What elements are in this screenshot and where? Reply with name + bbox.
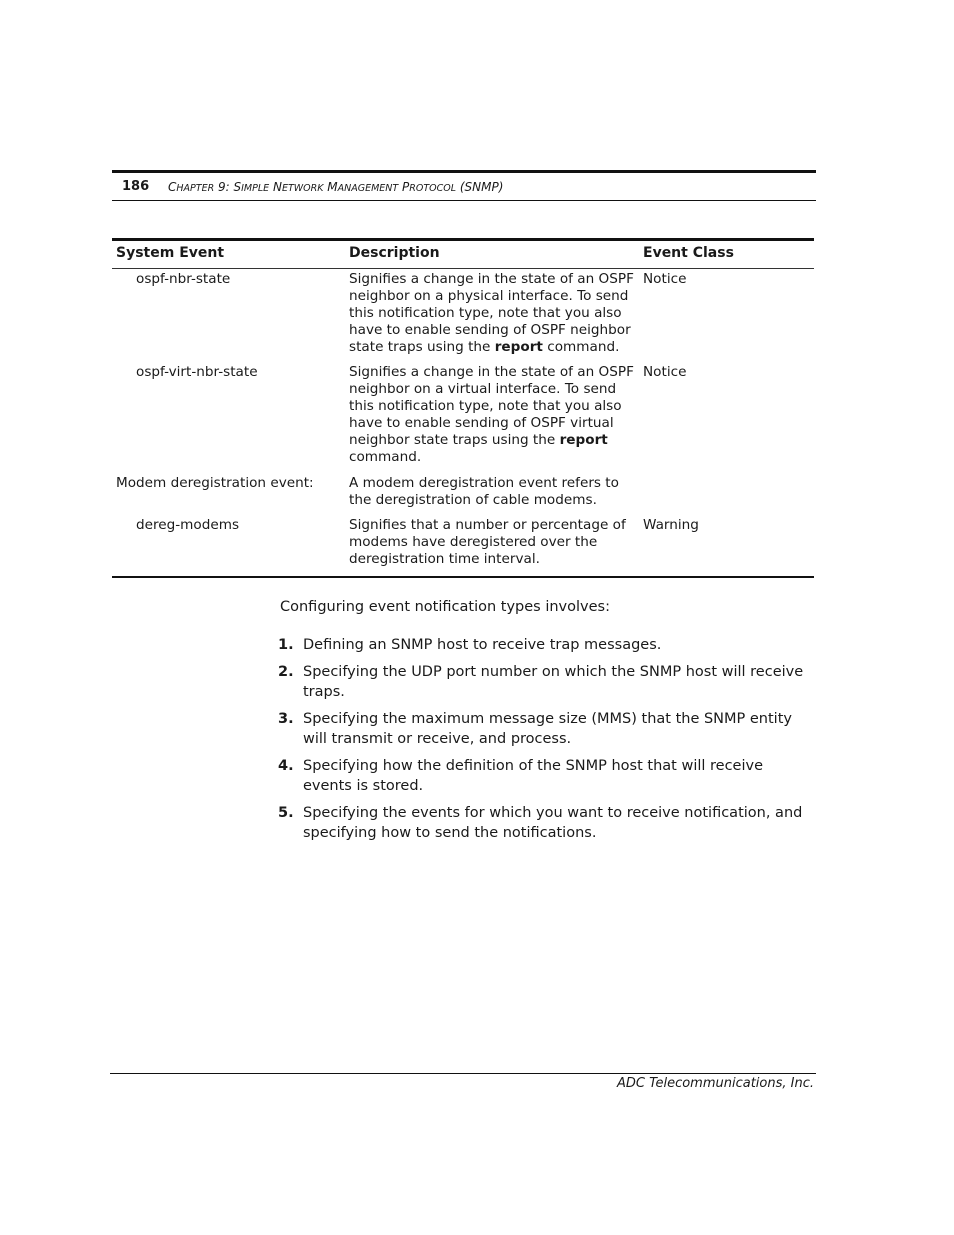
system-event-cell: dereg-modems — [136, 517, 240, 533]
step-number: 1. — [278, 637, 294, 653]
step-text: Specifying the UDP port number on which the SNMP host will receive traps. — [303, 664, 804, 700]
column-header-event-class: Event Class — [643, 245, 734, 261]
running-header — [112, 170, 816, 201]
system-event-cell: Modem deregistration event: — [116, 475, 314, 491]
step-number: 5. — [278, 805, 294, 821]
table-row — [112, 475, 814, 517]
description-cell: A modem deregistration event refers to the deregistration of cable modems. — [349, 475, 619, 508]
step-text: Defining an SNMP host to receive trap messages. — [303, 637, 662, 653]
event-table — [112, 238, 814, 578]
description-cell: Signifies a change in the state of an OSPF neighbor on a virtual interface. To send this notification type, note that you also have to enable sending of OSPF virtual neighbor state traps using the report command. — [349, 364, 634, 465]
event-class-cell: Warning — [643, 517, 699, 533]
footer-divider — [110, 1073, 816, 1074]
system-event-cell: ospf-virt-nbr-state — [136, 364, 258, 380]
description-cell: Signifies that a number or percentage of modems have deregistered over the deregistration time interval. — [349, 517, 626, 567]
event-class-cell: Notice — [643, 364, 687, 380]
table-row — [112, 271, 814, 364]
column-header-description: Description — [349, 245, 440, 261]
column-header-system-event: System Event — [116, 245, 225, 261]
step-text: Specifying how the definition of the SNMP host that will receive events is stored. — [303, 758, 763, 794]
system-event-cell: ospf-nbr-state — [136, 271, 231, 287]
page-number: 186 — [122, 179, 150, 194]
table-row — [112, 517, 814, 576]
step-number: 2. — [278, 664, 294, 680]
footer-company: ADC Telecommunications, Inc. — [617, 1076, 814, 1091]
table-header — [112, 241, 814, 269]
table-row — [112, 364, 814, 475]
step-number: 4. — [278, 758, 294, 774]
description-cell: Signifies a change in the state of an OSPF neighbor on a physical interface. To send this notification type, note that you also have to enable sending of OSPF neighbor state traps using the report command. — [349, 271, 634, 355]
chapter-title: CHAPTER 9: SIMPLE NETWORK MANAGEMENT PROTOCOL (SNMP) — [168, 180, 504, 194]
intro-paragraph: Configuring event notification types involves: — [280, 599, 610, 615]
step-number: 3. — [278, 711, 294, 727]
step-text: Specifying the maximum message size (MMS) that the SNMP entity will transmit or receive, and process. — [303, 711, 792, 747]
step-text: Specifying the events for which you want to receive notification, and specifying how to send the notifications. — [303, 805, 803, 841]
event-class-cell: Notice — [643, 271, 687, 287]
